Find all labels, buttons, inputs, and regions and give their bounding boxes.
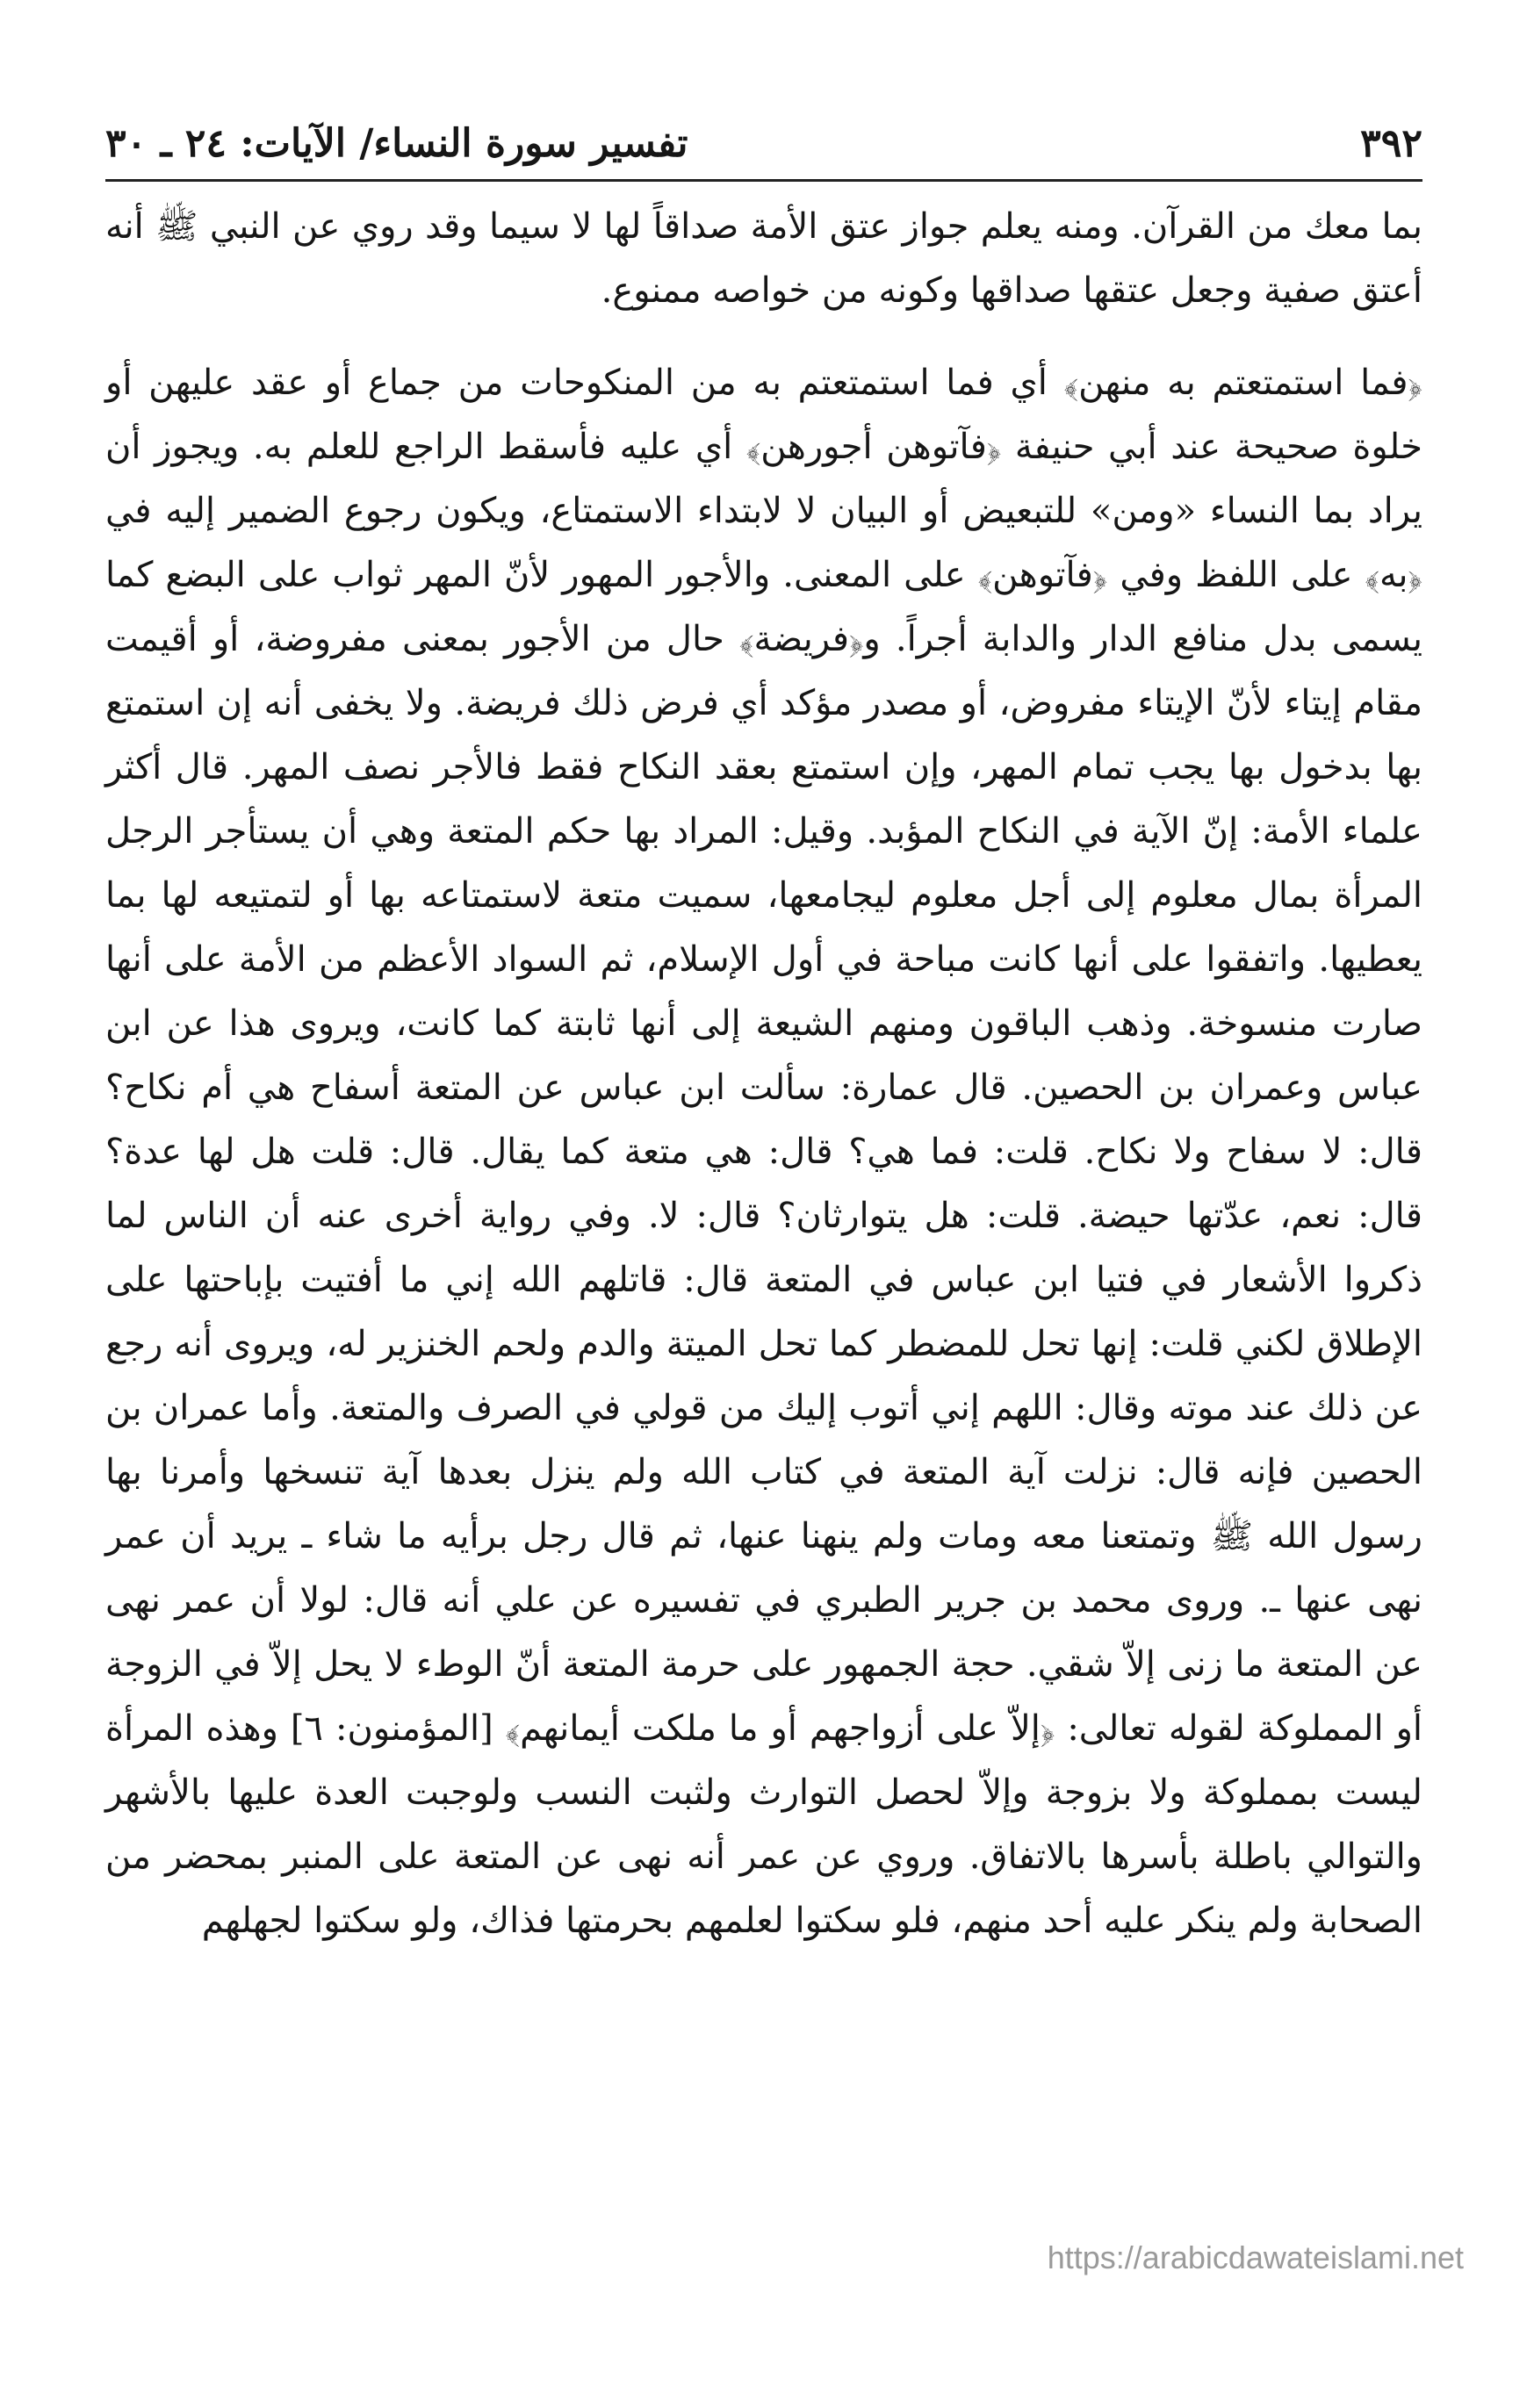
page-number: ٣٩٢: [1360, 121, 1422, 166]
body-text: [105, 195, 1422, 1953]
watermark-url: https://arabicdawateislami.net: [1047, 2239, 1464, 2275]
running-title: تفسير سورة النساء/ الآيات: ٢٤ ـ ٣٠: [105, 121, 688, 166]
page-header: [105, 105, 1422, 184]
paragraph: بما معك من القرآن. ومنه يعلم جواز عتق الأمة صداقاً لها لا سيما وقد روي عن النبي ﷺ أنه أعتق صفية وجعل عتقها صداقها وكونه من خواصه ممنوع.: [105, 206, 1422, 311]
header-rule: [105, 179, 1422, 182]
paragraph: ﴿فما استمتعتم به منهن﴾ أي فما استمتعتم به من المنكوحات من جماع أو عقد عليهن أو خلوة صحيحة عند أبي حنيفة ﴿فآتوهن أجورهن﴾ أي عليه فأسقط الراجع للعلم به. ويجوز أن يراد بما النساء «ومن» للتبعيض أو البيان لا لابتداء الاستمتاع، ويكون رجوع الضمير إليه في ﴿به﴾ على اللفظ وفي ﴿فآتوهن﴾ على المعنى. والأجور المهور لأنّ المهر ثواب على البضع كما يسمى بدل منافع الدار والدابة أجراً. و﴿فريضة﴾ حال من الأجور بمعنى مفروضة، أو أقيمت مقام إيتاء لأنّ الإيتاء مفروض، أو مصدر مؤكد أي فرض ذلك فريضة. ولا يخفى أنه إن استمتع بها بدخول بها يجب تمام المهر، وإن استمتع بعقد النكاح فقط فالأجر نصف المهر. قال أكثر علماء الأمة: إنّ الآية في النكاح المؤبد. وقيل: المراد بها حكم المتعة وهي أن يستأجر الرجل المرأة بمال معلوم إلى أجل معلوم ليجامعها، سميت متعة لاستمتاعه بها أو لتمتيعه لها بما يعطيها. واتفقوا على أنها كانت مباحة في أول الإسلام، ثم السواد الأعظم من الأمة على أنها صارت منسوخة. وذهب الباقون ومنهم الشيعة إلى أنها ثابتة كما كانت، ويروى هذا عن ابن عباس وعمران بن الحصين. قال عمارة: سألت ابن عباس عن المتعة أسفاح هي أم نكاح؟ قال: لا سفاح ولا نكاح. قلت: فما هي؟ قال: هي متعة كما يقال. قال: قلت هل لها عدة؟ قال: نعم، عدّتها حيضة. قلت: هل يتوارثان؟ قال: لا. وفي رواية أخرى عنه أن الناس لما ذكروا الأشعار في فتيا ابن عباس في المتعة قال: قاتلهم الله إني ما أفتيت بإباحتها على الإطلاق لكني قلت: إنها تحل للمضطر كما تحل الميتة والدم ولحم الخنزير له، ويروى أنه رجع عن ذلك عند موته وقال: اللهم إني أتوب إليك من قولي في الصرف والمتعة. وأما عمران بن الحصين فإنه قال: نزلت آية المتعة في كتاب الله ولم ينزل بعدها آية تنسخها وأمرنا بها رسول الله ﷺ وتمتعنا معه ومات ولم ينهنا عنها، ثم قال رجل برأيه ما شاء ـ يريد أن عمر نهى عنها ـ. وروى محمد بن جرير الطبري في تفسيره عن علي أنه قال: لولا أن عمر نهى عن المتعة ما زنى إلاّ شقي. حجة الجمهور على حرمة المتعة أنّ الوطء لا يحل إلاّ في الزوجة أو المملوكة لقوله تعالى: ﴿إلاّ على أزواجهم أو ما ملكت أيمانهم﴾ [المؤمنون: ٦] وهذه المرأة ليست بمملوكة ولا بزوجة وإلاّ لحصل التوارث ولثبت النسب ولوجبت العدة عليها بالأشهر والتوالي باطلة بأسرها بالاتفاق. وروي عن عمر أنه نهى عن المتعة على المنبر بمحضر من الصحابة ولم ينكر عليه أحد منهم، فلو سكتوا لعلمهم بحرمتها فذاك، ولو سكتوا لجهلهم: [105, 363, 1422, 1941]
